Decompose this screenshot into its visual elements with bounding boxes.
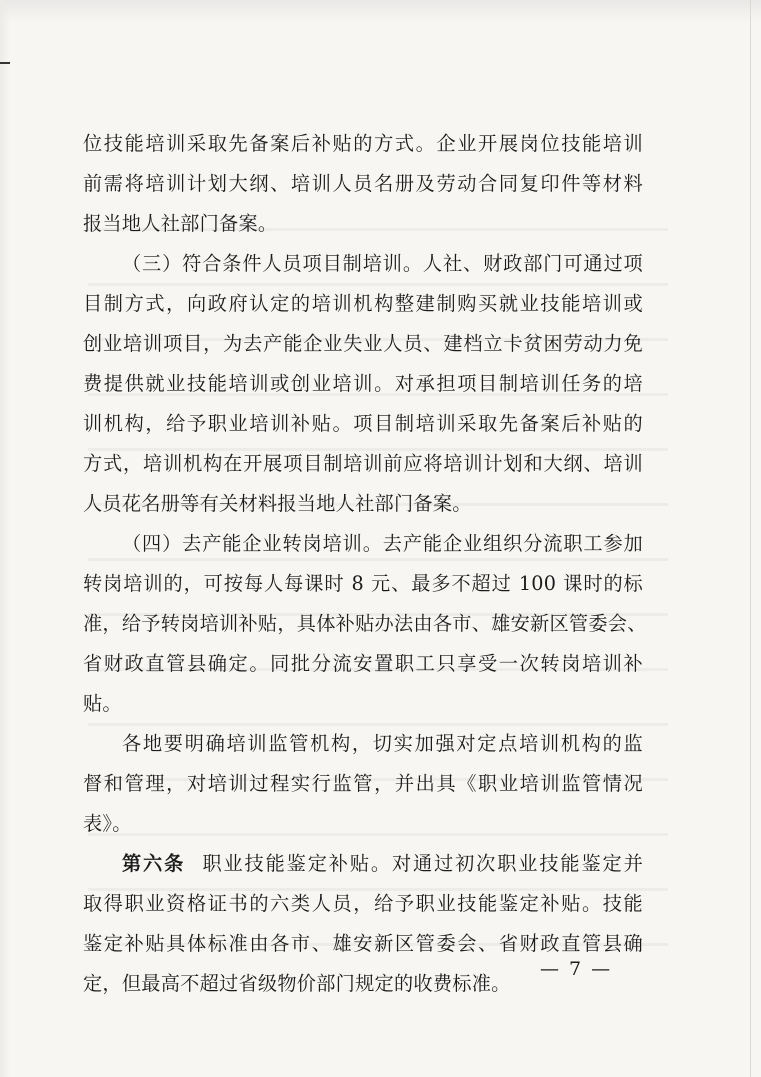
paragraph-supervision-start: 各地要明确培训监管机构，切实加强对定点培训机构的监	[122, 732, 643, 755]
text-line: 人员花名册等有关材料报当地人社部门备案。	[83, 492, 472, 515]
text-line: 目制方式，向政府认定的培训机构整建制购买就业技能培训或	[83, 292, 643, 315]
article-six-start	[83, 844, 643, 884]
text-line: 方式，培训机构在开展项目制培训前应将培训计划和大纲、培训	[83, 452, 643, 475]
text-line: 报当地人社部门备案。	[83, 212, 278, 235]
text-line: 转岗培训的，可按每人每课时 8 元、最多不超过 100 课时的标	[83, 572, 643, 595]
paragraph-three-start: （三）符合条件人员项目制培训。人社、财政部门可通过项	[122, 252, 643, 275]
text-line: 创业培训项目，为去产能企业失业人员、建档立卡贫困劳动力免	[83, 332, 643, 355]
text-line: 省财政直管县确定。同批分流安置职工只享受一次转岗培训补	[83, 652, 643, 675]
text-line: 训机构，给予职业培训补贴。项目制培训采取先备案后补贴的	[83, 412, 643, 435]
article-heading: 第六条	[122, 852, 186, 875]
text-line: 准，给予转岗培训补贴，具体补贴办法由各市、雄安新区管委会、	[83, 612, 647, 635]
text-line: 督和管理，对培训过程实行监管，并出具《职业培训监管情况	[83, 772, 643, 795]
text-line: 表》。	[83, 812, 132, 835]
page-number: — 7 —	[540, 958, 613, 980]
text-line: 定，但最高不超过省级物价部门规定的收费标准。	[83, 972, 511, 995]
text-line: 取得职业资格证书的六类人员，给予职业技能鉴定补贴。技能	[83, 892, 643, 915]
page-edge	[750, 0, 751, 1077]
text-line: 贴。	[83, 692, 122, 715]
paragraph-four-start: （四）去产能企业转岗培训。去产能企业组织分流职工参加	[122, 532, 643, 555]
body-text	[83, 124, 647, 1004]
article-six-first-line: 职业技能鉴定补贴。对通过初次职业技能鉴定并	[202, 852, 644, 875]
text-line: 前需将培训计划大纲、培训人员名册及劳动合同复印件等材料	[83, 172, 643, 195]
scan-shadow-top	[0, 0, 761, 22]
scan-shadow-left	[0, 0, 10, 1077]
text-line: 鉴定补贴具体标准由各市、雄安新区管委会、省财政直管县确	[83, 932, 643, 955]
text-line: 费提供就业技能培训或创业培训。对承担项目制培训任务的培	[83, 372, 643, 395]
binding-mark	[0, 62, 10, 64]
text-line: 位技能培训采取先备案后补贴的方式。企业开展岗位技能培训	[83, 132, 643, 155]
